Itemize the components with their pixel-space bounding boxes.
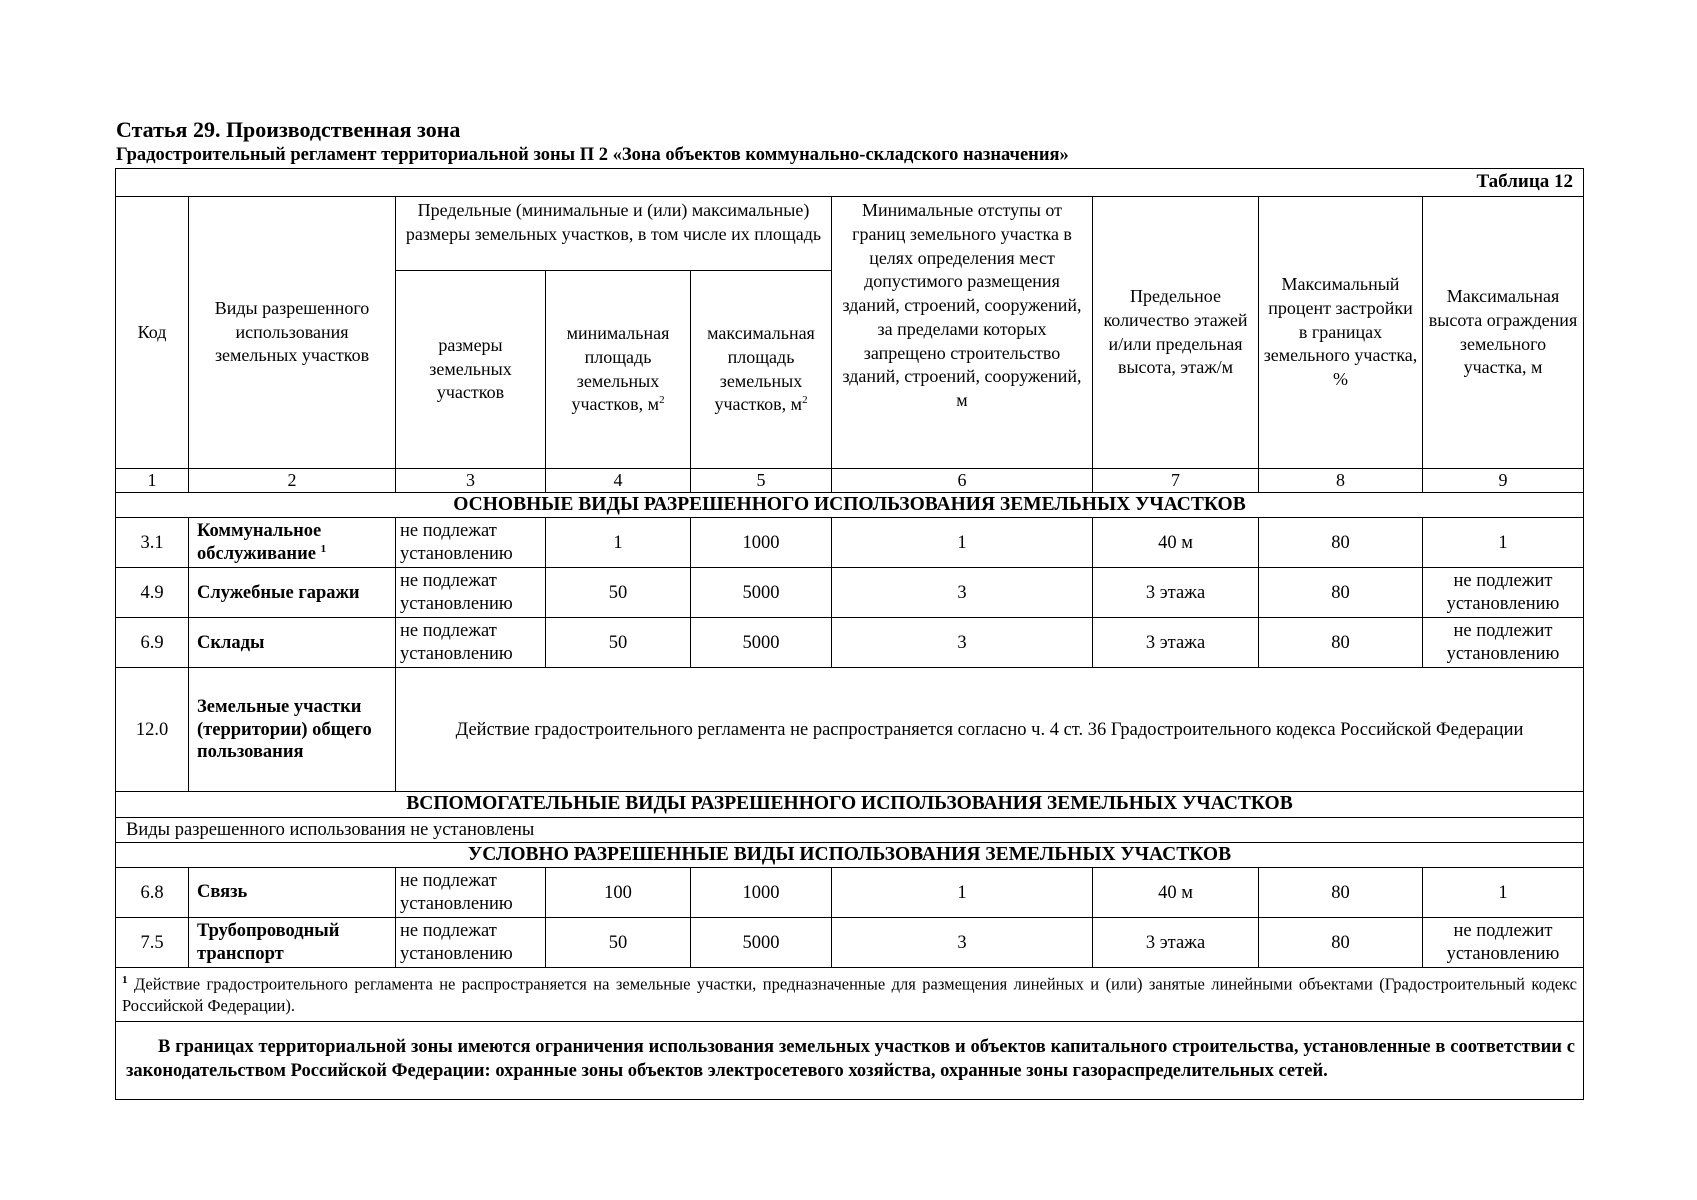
row-coverage: 80: [1259, 868, 1423, 918]
row-fence: не подлежит установлению: [1423, 918, 1584, 968]
row-coverage: 80: [1259, 568, 1423, 618]
row-setback: 3: [832, 918, 1093, 968]
row-code: 7.5: [116, 918, 189, 968]
table-row: [116, 568, 1584, 618]
header-row: [116, 197, 1584, 271]
row-coverage: 80: [1259, 918, 1423, 968]
aux-note: Виды разрешенного использования не установлены: [116, 817, 1584, 842]
column-number: 7: [1093, 469, 1259, 493]
header-fence: Максимальная высота ограждения земельного участка, м: [1423, 197, 1584, 469]
row-min-area: 50: [546, 618, 691, 668]
column-numbers-row: [116, 469, 1584, 493]
row-setback: 1: [832, 518, 1093, 568]
row-setback: 3: [832, 568, 1093, 618]
header-code: Код: [116, 197, 189, 469]
row-floors: 40 м: [1093, 518, 1259, 568]
row-use-name: Коммунальное обслуживание $^1$: [189, 518, 396, 568]
row-floors: 3 этажа: [1093, 618, 1259, 668]
row-code: 6.8: [116, 868, 189, 918]
row-setback: 1: [832, 868, 1093, 918]
row-floors: 40 м: [1093, 868, 1259, 918]
column-number: 5: [691, 469, 832, 493]
row-max-area: 5000: [691, 568, 832, 618]
section-main-heading: ОСНОВНЫЕ ВИДЫ РАЗРЕШЕННОГО ИСПОЛЬЗОВАНИЯ ЗЕМЕЛЬНЫХ УЧАСТКОВ: [116, 493, 1584, 518]
table-row: [116, 868, 1584, 918]
regulation-title: Градостроительный регламент территориальной зоны П 2 «Зона объектов коммунально-складского назначения»: [116, 145, 1069, 165]
footnote-text: Действие градостроительного регламента не распространяется на земельные участки, предназначенные для размещения линейных и (или) занятые линейными объектами (Градостроительный кодекс Российской Федерации).: [122, 974, 1578, 1015]
column-number: 1: [116, 469, 189, 493]
header-use-type: Виды разрешенного использования земельных участков: [189, 197, 396, 469]
row-size: не подлежат установлению: [396, 518, 546, 568]
row-size: не подлежат установлению: [396, 618, 546, 668]
article-title: Статья 29. Производственная зона: [116, 117, 461, 142]
row-code: 4.9: [116, 568, 189, 618]
row-setback: 3: [832, 618, 1093, 668]
row-regulation-note: Действие градостроительного регламента не распространяется согласно ч. 4 ст. 36 Градостроительного кодекса Российской Федерации: [396, 668, 1584, 792]
table-row: [116, 618, 1584, 668]
restrictions-note: В границах территориальной зоны имеются ограничения использования земельных участков и объектов капитального строительства, установленные в соответствии с законодательством Российской Федерации: охранные зоны объектов электросетевого хозяйства, охранные зоны газораспределительных сетей.: [116, 1022, 1584, 1100]
row-fence: не подлежит установлению: [1423, 618, 1584, 668]
row-min-area: 50: [546, 568, 691, 618]
table-row: [116, 918, 1584, 968]
column-number: 3: [396, 469, 546, 493]
row-code: 6.9: [116, 618, 189, 668]
table-number-row: [116, 169, 1584, 197]
section-aux-row: [116, 792, 1584, 817]
row-size: не подлежат установлению: [396, 868, 546, 918]
row-floors: 3 этажа: [1093, 568, 1259, 618]
row-max-area: 1000: [691, 518, 832, 568]
header-setbacks: Минимальные отступы от границ земельного участка в целях определения мест допустимого размещения зданий, строений, сооружений, за пределами которых запрещено строительство зданий, строений, сооружений, м: [832, 197, 1093, 469]
row-coverage: 80: [1259, 618, 1423, 668]
row-min-area: 1: [546, 518, 691, 568]
row-use-name: Связь: [189, 868, 396, 918]
footnote-mark: 1: [122, 973, 128, 986]
column-number: 8: [1259, 469, 1423, 493]
row-size: не подлежат установлению: [396, 568, 546, 618]
row-floors: 3 этажа: [1093, 918, 1259, 968]
row-use-name: Склады: [189, 618, 396, 668]
table-row: [116, 518, 1584, 568]
row-fence: не подлежит установлению: [1423, 568, 1584, 618]
row-fence: 1: [1423, 518, 1584, 568]
section-aux-heading: ВСПОМОГАТЕЛЬНЫЕ ВИДЫ РАЗРЕШЕННОГО ИСПОЛЬЗОВАНИЯ ЗЕМЕЛЬНЫХ УЧАСТКОВ: [116, 792, 1584, 817]
row-use-name: Земельные участки (территории) общего пользования: [189, 668, 396, 792]
row-min-area: 100: [546, 868, 691, 918]
row-max-area: 5000: [691, 618, 832, 668]
row-coverage: 80: [1259, 518, 1423, 568]
footnote-row: [116, 968, 1584, 1022]
row-use-name: Трубопроводный транспорт: [189, 918, 396, 968]
column-number: 9: [1423, 469, 1584, 493]
aux-note-row: [116, 817, 1584, 842]
header-floors: Предельное количество этажей и/или предельная высота, этаж/м: [1093, 197, 1259, 469]
column-number: 6: [832, 469, 1093, 493]
row-code: 3.1: [116, 518, 189, 568]
row-max-area: 5000: [691, 918, 832, 968]
section-cond-row: [116, 842, 1584, 867]
column-number: 2: [189, 469, 396, 493]
row-max-area: 1000: [691, 868, 832, 918]
table-number: Таблица 12: [116, 169, 1584, 197]
header-size-group: Предельные (минимальные и (или) максимальные) размеры земельных участков, в том числе их площадь: [396, 197, 832, 271]
row-code: 12.0: [116, 668, 189, 792]
section-cond-heading: УСЛОВНО РАЗРЕШЕННЫЕ ВИДЫ ИСПОЛЬЗОВАНИЯ ЗЕМЕЛЬНЫХ УЧАСТКОВ: [116, 842, 1584, 867]
column-number: 4: [546, 469, 691, 493]
header-sizes: размеры земельных участков: [396, 271, 546, 469]
table-row: [116, 668, 1584, 792]
row-min-area: 50: [546, 918, 691, 968]
footnote: [116, 968, 1584, 1022]
regulation-table: [115, 168, 1584, 1100]
row-use-name: Служебные гаражи: [189, 568, 396, 618]
header-coverage: Максимальный процент застройки в границах земельного участка, %: [1259, 197, 1423, 469]
row-size: не подлежат установлению: [396, 918, 546, 968]
restrictions-row: [116, 1022, 1584, 1100]
header-min-area: минимальная площадь земельных участков, $м^2$: [546, 271, 691, 469]
header-max-area: максимальная площадь земельных участков, $м^2$: [691, 271, 832, 469]
row-fence: 1: [1423, 868, 1584, 918]
section-main-row: [116, 493, 1584, 518]
